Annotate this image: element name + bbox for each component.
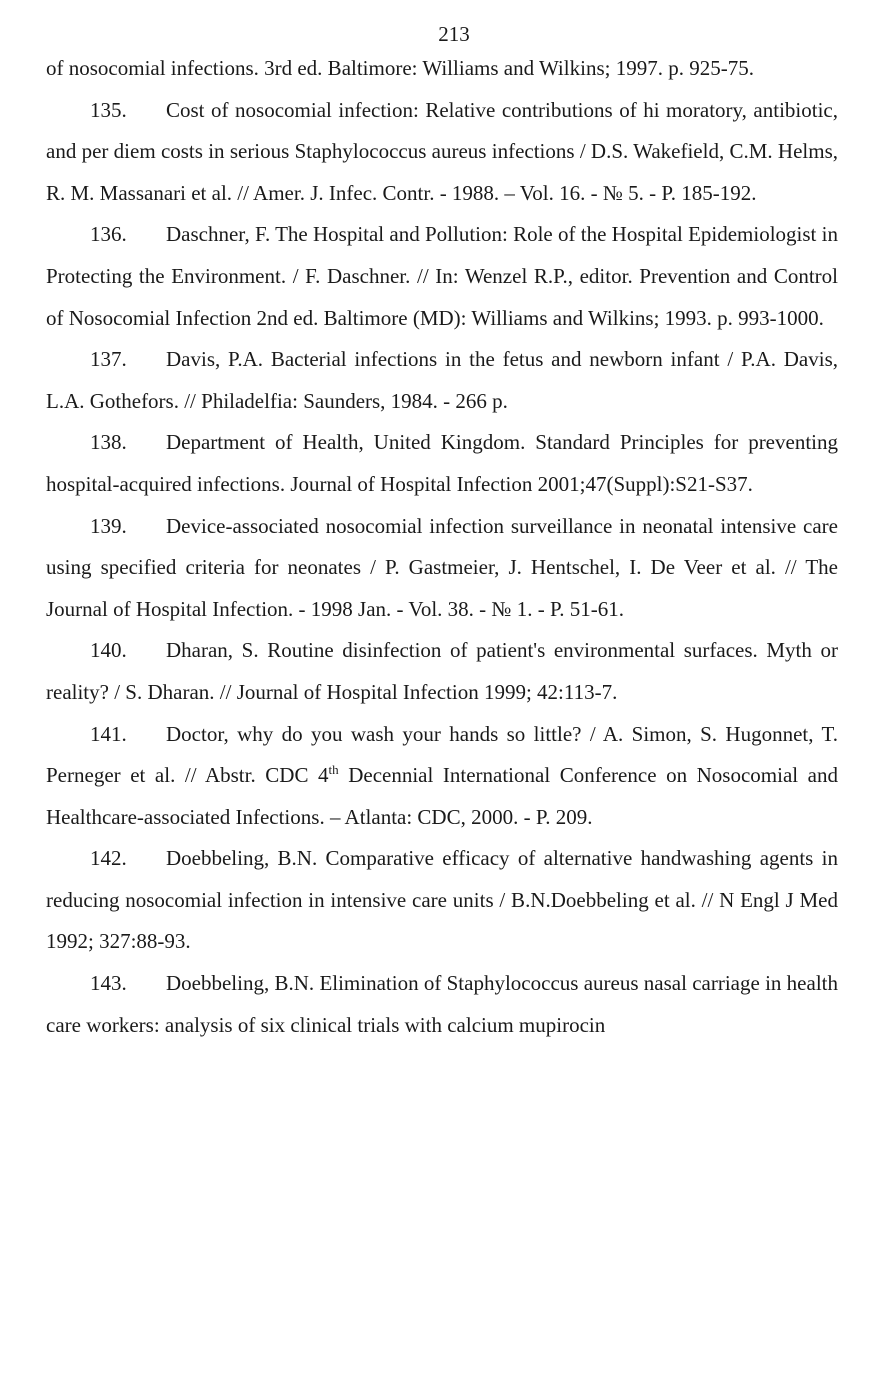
reference-item-140 <box>46 630 838 713</box>
page-number: 213 <box>438 22 470 46</box>
reference-item-141 <box>46 714 838 839</box>
reference-number: 142. <box>90 846 127 871</box>
reference-text: Davis, P.A. Bacterial infections in the fetus and newborn infant / P.A. Davis, L.A. Gothefors. // Philadelfia: Saunders, 1984. - 266 p. <box>46 347 838 413</box>
reference-text: Doebbeling, B.N. Elimination of Staphylococcus aureus nasal carriage in health care workers: analysis of six clinical trials with calcium mupirocin <box>46 971 838 1037</box>
reference-number: 135. <box>90 97 127 122</box>
reference-text: Dharan, S. Routine disinfection of patient's environmental surfaces. Myth or reality? / S. Dharan. // Journal of Hospital Infection 1999; 42:113-7. <box>46 638 838 704</box>
reference-item-142 <box>46 838 838 963</box>
reference-number: 138. <box>90 430 127 455</box>
reference-number: 136. <box>90 222 127 247</box>
reference-number: 140. <box>90 638 127 663</box>
reference-text: Doebbeling, B.N. Comparative efficacy of alternative handwashing agents in reducing nosocomial infection in intensive care units / B.N.Doebbeling et al. // N Engl J Med 1992; 327:88-93. <box>46 846 838 954</box>
reference-number: 141. <box>90 721 127 746</box>
document-page <box>46 20 838 1046</box>
reference-number: 137. <box>90 347 127 372</box>
reference-item-139 <box>46 506 838 631</box>
reference-item-143 <box>46 963 838 1046</box>
reference-continuation: of nosocomial infections. 3rd ed. Baltimore: Williams and Wilkins; 1997. p. 925-75. <box>46 56 754 80</box>
reference-number: 139. <box>90 513 127 538</box>
reference-text: Cost of nosocomial infection: Relative contributions of hi moratory, antibiotic, and per diem costs in serious Staphylococcus aureus infections / D.S. Wakefield, C.M. Helms, R. M. Massanari et al. // Amer. J. Infec. Contr. - 1988. – Vol. 16. - № 5. - P. 185-192. <box>46 97 838 205</box>
reference-item-138 <box>46 422 838 505</box>
reference-item-135 <box>46 90 838 215</box>
reference-text: Department of Health, United Kingdom. Standard Principles for preventing hospital-acquired infections. Journal of Hospital Infection 2001;47(Suppl):S21-S37. <box>46 430 838 496</box>
reference-item-136 <box>46 214 838 339</box>
reference-number: 143. <box>90 971 127 996</box>
reference-text: Doctor, why do you wash your hands so little? / A. Simon, S. Hugonnet, T. Perneger et al. // Abstr. CDC 4 <box>46 721 838 788</box>
reference-text-continued: Decennial International Conference on Nosocomial and Healthcare-associated Infections. – Atlanta: CDC, 2000. - P. 209. <box>46 763 838 829</box>
reference-item-137 <box>46 339 838 422</box>
reference-text: Daschner, F. The Hospital and Pollution: Role of the Hospital Epidemiologist in Protecting the Environment. / F. Daschner. // In: Wenzel R.P., editor. Prevention and Control of Nosocomial Infection 2nd ed. Baltimore (MD): Williams and Wilkins; 1993. p. 993-1000. <box>46 222 838 330</box>
reference-text: Device-associated nosocomial infection surveillance in neonatal intensive care using specified criteria for neonates / P. Gastmeier, J. Hentschel, I. De Veer et al. // The Journal of Hospital Infection. - 1998 Jan. - Vol. 38. - № 1. - P. 51-61. <box>46 513 838 621</box>
reference-list <box>46 48 838 1046</box>
ordinal-superscript: th <box>328 762 339 778</box>
